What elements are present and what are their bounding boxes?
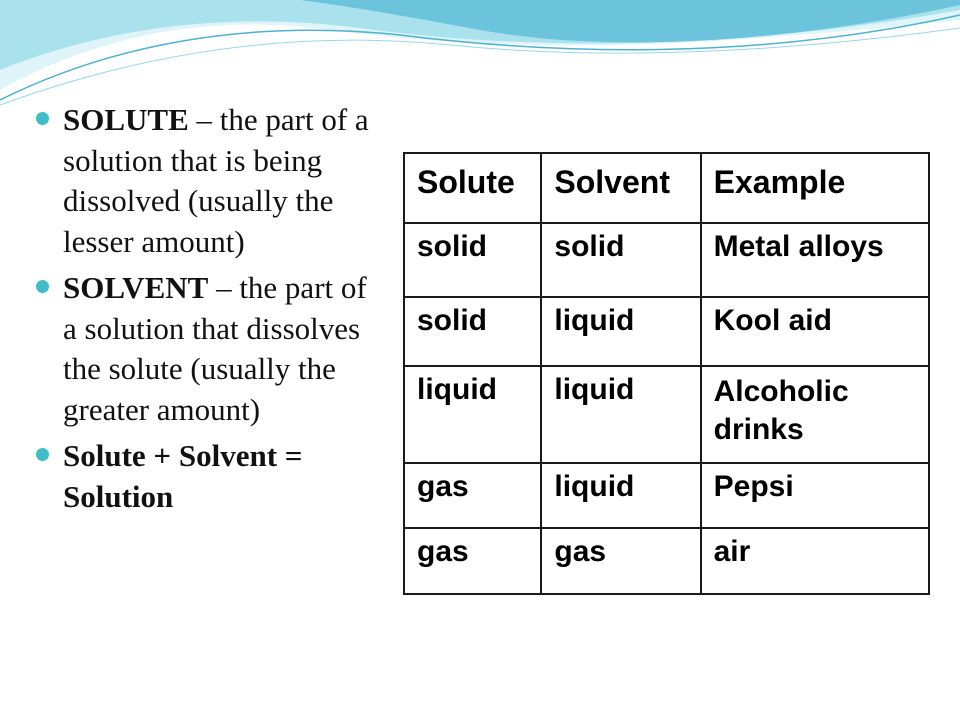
cell-solute: solid bbox=[404, 297, 541, 366]
header-solute: Solute bbox=[404, 153, 541, 223]
cell-solvent: liquid bbox=[541, 366, 700, 463]
definition-solute: – the part of a solution that is being dissolved (usually the lesser amount) bbox=[63, 102, 369, 259]
table-row bbox=[404, 463, 929, 528]
cell-solute: gas bbox=[404, 463, 541, 528]
cell-solute: gas bbox=[404, 528, 541, 594]
cell-example: Alcoholic drinks bbox=[701, 366, 929, 463]
cell-example: Pepsi bbox=[701, 463, 929, 528]
bullet-dot-icon bbox=[36, 112, 49, 125]
term-solute: SOLUTE bbox=[63, 102, 189, 137]
cell-solvent: solid bbox=[541, 223, 700, 297]
cell-solvent: liquid bbox=[541, 297, 700, 366]
cell-solute: liquid bbox=[404, 366, 541, 463]
table-row bbox=[404, 223, 929, 297]
cell-example: air bbox=[701, 528, 929, 594]
bullet-solvent bbox=[36, 268, 381, 430]
cell-solvent: liquid bbox=[541, 463, 700, 528]
cell-example: Metal alloys bbox=[701, 223, 929, 297]
solute-solvent-table bbox=[403, 152, 930, 595]
definition-list bbox=[36, 100, 381, 523]
bullet-dot-icon bbox=[36, 448, 49, 461]
header-example: Example bbox=[701, 153, 929, 223]
term-solvent: SOLVENT bbox=[63, 270, 209, 305]
equation-text: Solute + Solvent = Solution bbox=[63, 438, 303, 514]
definition-solvent: – the part of a solution that dissolves the solute (usually the greater amount) bbox=[63, 270, 367, 427]
bullet-dot-icon bbox=[36, 280, 49, 293]
cell-solute: solid bbox=[404, 223, 541, 297]
bullet-equation bbox=[36, 436, 381, 517]
cell-solvent: gas bbox=[541, 528, 700, 594]
table-header-row bbox=[404, 153, 929, 223]
bullet-solute bbox=[36, 100, 381, 262]
cell-example: Kool aid bbox=[701, 297, 929, 366]
table-row bbox=[404, 366, 929, 463]
header-solvent: Solvent bbox=[541, 153, 700, 223]
header-wave-decoration bbox=[0, 0, 960, 110]
table-row bbox=[404, 528, 929, 594]
table-row bbox=[404, 297, 929, 366]
